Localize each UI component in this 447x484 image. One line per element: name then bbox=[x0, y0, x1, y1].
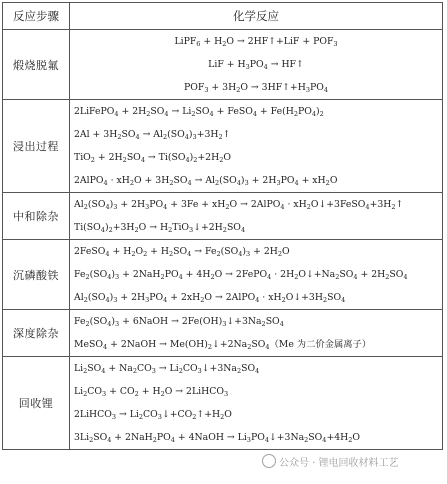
table-body bbox=[3, 30, 443, 450]
watermark bbox=[262, 454, 399, 469]
table-row bbox=[3, 100, 443, 193]
reaction-cell bbox=[70, 240, 443, 310]
reaction-equation: MeSO$_4$ + 2NaOH → $Me(OH)_2↓+2Na_2SO_4(Me$ 为二价金属离子） bbox=[74, 339, 372, 351]
reaction-equation: $2Al + 3H_2SO_4$ → $Al_2(SO_4)_3+3H_2↑$ bbox=[74, 129, 231, 141]
step-label: 深度除杂 bbox=[3, 310, 70, 357]
table-row bbox=[3, 240, 443, 310]
table-row bbox=[3, 357, 443, 450]
reaction-cell bbox=[70, 310, 443, 357]
reaction-cell bbox=[70, 357, 443, 450]
reaction-equation: $Li_2CO_3 + CO_2 + H_2O$ → 2LiHCO$_3$ bbox=[74, 386, 229, 398]
table-row bbox=[3, 30, 443, 100]
reaction-equation: 2FeSO$_4$ + $H_2O_2 + H_2SO_4 \to Fe_2(SO_4)_3 + 2H_2O$ bbox=[74, 246, 290, 258]
table-row bbox=[3, 193, 443, 240]
reaction-table bbox=[2, 2, 443, 450]
reaction-cell bbox=[70, 30, 443, 100]
reaction-equation: $Ti(SO_4)_2+3H_2O$ → $H_2TiO_3↓+2H_2SO_4$ bbox=[74, 222, 246, 234]
step-label: 回收锂 bbox=[3, 357, 70, 450]
watermark-text: 公众号 · 锂电回收材料工艺 bbox=[279, 458, 399, 469]
column-header-step: 反应步骤 bbox=[3, 3, 70, 30]
step-label: 煅烧脱氟 bbox=[3, 30, 70, 100]
table-row bbox=[3, 310, 443, 357]
step-label: 中和除杂 bbox=[3, 193, 70, 240]
reaction-equation: $Al_2(SO_4)_3 + 2H_3PO_4 + 3Fe + xH_2O$ → 2AlPO$_4$ · $xH_2O↓+3FeSO_4+3H_2↑$ bbox=[74, 199, 404, 211]
wechat-icon bbox=[262, 454, 276, 468]
reaction-equation: LiPF$_6$ + $H_2O$ → 2HF↑+LiF + $POF_3$ bbox=[174, 36, 338, 48]
reaction-equation: 2LiFePO$_4$ + $2H_2SO_4 \to Li_2SO_4$ + FeSO$_4$ + $Fe(H_2PO_4)_2$ bbox=[74, 106, 324, 118]
reaction-equation: $TiO_2 + 2H_2SO_4 \to Ti(SO_4)_2+2H_2O$ bbox=[74, 152, 231, 164]
reaction-cell bbox=[70, 100, 443, 193]
reaction-equation: 2AlPO$_4$ · $xH_2O + 3H_2SO_4 \to Al_2(SO_4)_3 + 2H_3PO_4 + xH_2O$ bbox=[74, 175, 338, 187]
reaction-equation: $Al_2(SO_4)_3 + 2H_3PO_4 + 2xH_2O$ → 2AlPO$_4$ · $xH_2O↓+3H_2SO_4$ bbox=[74, 292, 346, 304]
column-header-reaction: 化学反应 bbox=[70, 3, 443, 30]
reaction-equation: $3Li_2SO_4 + 2NaH_2PO_4$ + 4NaOH → $Li_3PO_4↓+3Na_2SO_4+4H_2O$ bbox=[74, 432, 361, 444]
table-header-row bbox=[3, 3, 443, 30]
reaction-equation: $Li_2SO_4 + Na_2CO_3$ → $Li_2CO_3↓+3Na_2SO_4$ bbox=[74, 363, 260, 375]
reaction-equation: $POF_3 + 3H_2O$ → $3HF↑+H_3PO_4$ bbox=[184, 82, 328, 94]
reaction-equation: 2LiHCO$_3$ → $Li_2CO_3↓+CO_2↑+H_2O$ bbox=[74, 409, 232, 421]
reaction-equation: LiF + $H_3PO_4$ → HF↑ bbox=[208, 59, 304, 71]
step-label: 沉磷酸铁 bbox=[3, 240, 70, 310]
reaction-equation: $Fe_2(SO_4)_3$ + 6NaOH → $2Fe(OH)_3↓+3Na_2SO_4$ bbox=[74, 316, 284, 328]
step-label: 浸出过程 bbox=[3, 100, 70, 193]
reaction-cell bbox=[70, 193, 443, 240]
reaction-equation: $Fe_2(SO_4)_3 + 2NaH_2PO_4 + 4H_2O$ → 2FePO$_4$ · $2H_2O↓+Na_2SO_4 + 2H_2SO_4$ bbox=[74, 269, 408, 281]
